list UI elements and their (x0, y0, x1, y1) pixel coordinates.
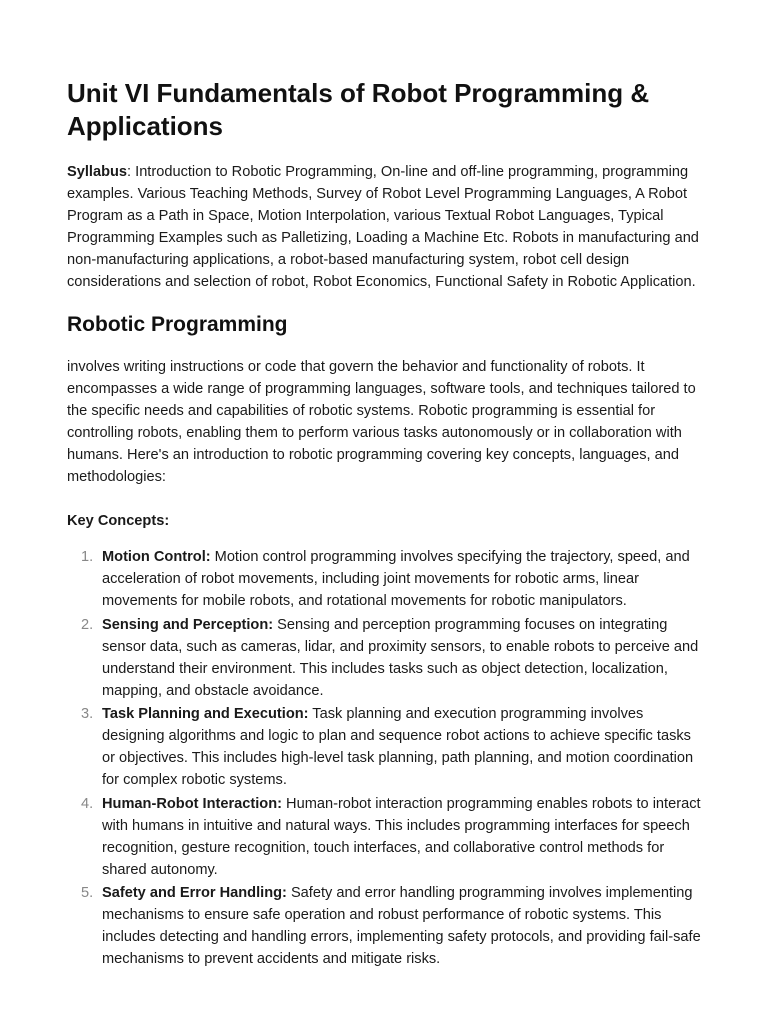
list-item-text: Task planning and execution programming involves designing algorithms and logic to plan and sequence robot actions to achieve specific tasks or objectives. This includes high-level task planning, path planning, and motion coordination for complex robotic systems. (102, 706, 694, 788)
list-item (67, 614, 704, 702)
list-item (67, 703, 704, 791)
section-intro: involves writing instructions or code that govern the behavior and functionality of robots. It encompasses a wide range of programming languages, software tools, and techniques tailored to the specific needs and capabilities of robotic systems. Robotic programming is essential for controlling robots, enabling them to perform various tasks autonomously or in collaboration with humans. Here's an introduction to robotic programming covering key concepts, languages, and methodologies: (67, 359, 696, 485)
key-concepts-list (67, 546, 704, 970)
list-item-number: 3. (81, 706, 94, 722)
syllabus-paragraph (67, 161, 704, 293)
list-item-number: 4. (81, 795, 94, 812)
list-item-term: Motion Control: (102, 549, 211, 565)
list-item (67, 793, 704, 881)
list-item-term: Human-Robot Interaction: (102, 795, 282, 812)
list-item-number: 1. (81, 549, 94, 565)
page-title: Unit VI Fundamentals of Robot Programming & Applications (67, 78, 650, 141)
list-item-number: 2. (81, 616, 94, 633)
syllabus-text: : Introduction to Robotic Programming, On-line and off-line programming, programming examples. Various Teaching Methods, Survey of Robot Level Programming Languages, A Robot Program as a Path in Space, Motion Interpolation, various Textual Robot Languages, Typical Programming Examples such as Palletizing, Loading a Machine Etc. Robots in manufacturing and non-manufacturing applications, a robot-based manufacturing system, robot cell design considerations and selection of robot, Robot Economics, Functional Safety in Robotic Application. (67, 164, 699, 290)
list-item-text: Safety and error handling programming involves implementing mechanisms to ensure safe operation and robust performance of robotic systems. This includes detecting and handling errors, implementing safety protocols, and providing fail-safe mechanisms to prevent accidents and mitigate risks. (102, 885, 701, 967)
key-concepts-heading: Key Concepts: (67, 513, 170, 529)
list-item-term: Task Planning and Execution: (102, 706, 309, 722)
list-item-text: Motion control programming involves specifying the trajectory, speed, and acceleration of robot movements, including joint movements for robotic arms, linear movements for mobile robots, and rotational movements for robotic manipulators. (102, 549, 690, 609)
list-item-text: Sensing and perception programming focuses on integrating sensor data, such as cameras, lidar, and proximity sensors, to enable robots to perceive and understand their environment. This includes tasks such as object detection, localization, mapping, and obstacle avoidance. (102, 616, 699, 699)
syllabus-label: Syllabus (67, 164, 128, 180)
section-heading: Robotic Programming (67, 313, 288, 336)
list-item (67, 546, 704, 612)
list-item-number: 5. (81, 885, 94, 901)
list-item-text: Human-robot interaction programming enables robots to interact with humans in intuitive and natural ways. This includes programming interfaces for speech recognition, gesture recognition, touch interfaces, and collaborative control methods for shared autonomy. (102, 795, 701, 878)
list-item (67, 882, 704, 970)
list-item-term: Sensing and Perception: (102, 616, 274, 633)
list-item-term: Safety and Error Handling: (102, 885, 287, 901)
